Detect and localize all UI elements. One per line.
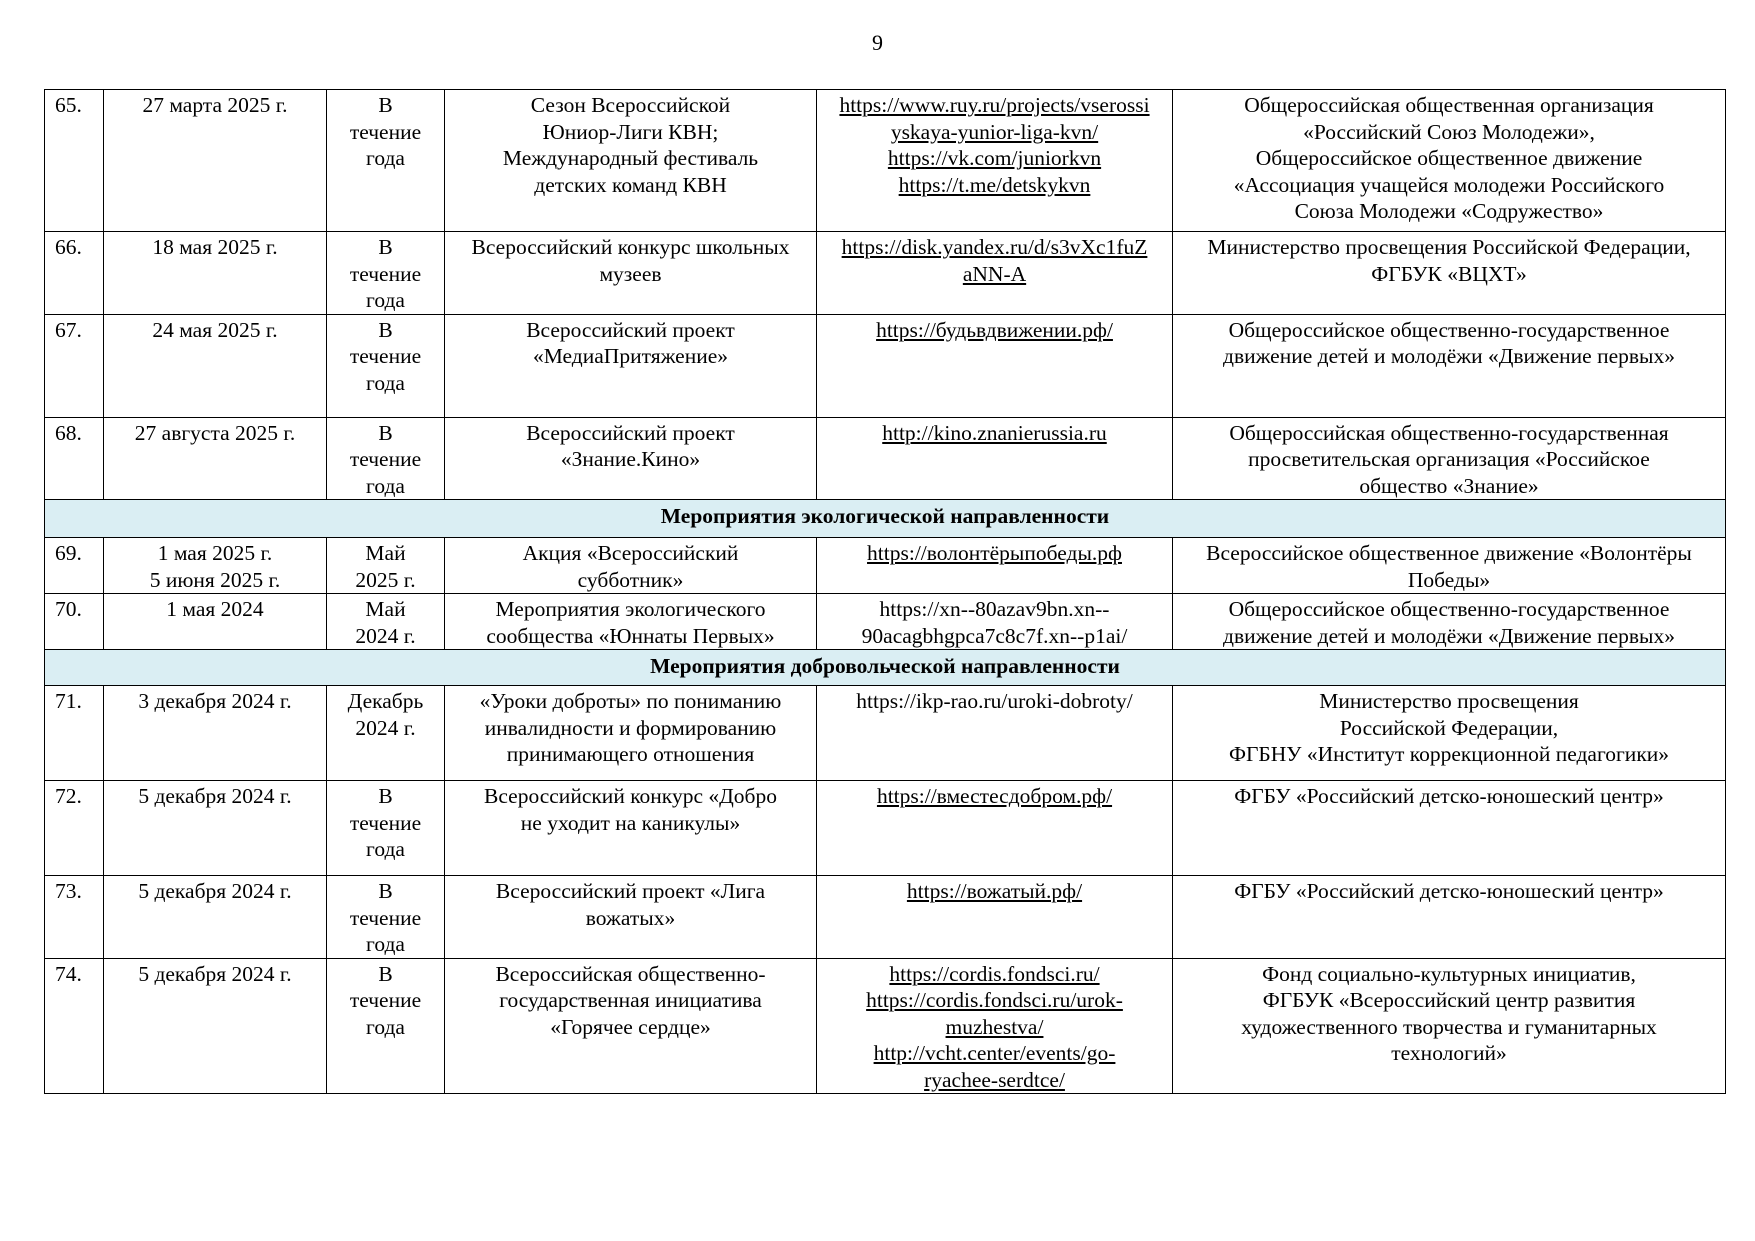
date-line: 5 декабря 2024 г. [138, 784, 292, 808]
event-name-line: «Знание.Кино» [560, 447, 701, 471]
event-name-line: Международный фестиваль [502, 146, 759, 170]
link-cell [817, 876, 1173, 959]
link[interactable]: https://vk.com/juniorkvn [887, 146, 1102, 170]
link-text: https://xn--80azav9bn.xn-- [879, 597, 1110, 621]
table-row [45, 594, 1726, 650]
event-name-cell [445, 958, 817, 1094]
events-table-body [45, 90, 1726, 1094]
organizer-cell [1173, 781, 1726, 876]
link[interactable]: http://vcht.center/events/go- [873, 1041, 1116, 1065]
event-name-line: Сезон Всероссийской [530, 93, 731, 117]
period-cell [327, 538, 445, 594]
event-name-line: Всероссийский конкурс школьных [471, 235, 790, 259]
row-number: 67. [45, 314, 104, 417]
organizer-line: Общероссийское общественное движение [1255, 146, 1643, 170]
organizer-line: ФГБУ «Российский детско-юношеский центр» [1234, 879, 1664, 903]
section-row [45, 650, 1726, 686]
event-name-cell [445, 90, 817, 232]
organizer-cell [1173, 958, 1726, 1094]
link-cell [817, 90, 1173, 232]
events-table [44, 89, 1726, 1094]
event-name-cell [445, 686, 817, 781]
date-line: 24 мая 2025 г. [152, 317, 278, 342]
section-row [45, 500, 1726, 538]
table-row [45, 876, 1726, 959]
event-name-line: «МедиаПритяжение» [532, 344, 729, 368]
period-cell [327, 314, 445, 417]
event-name-line: сообщества «Юннаты Первых» [486, 623, 775, 648]
date-cell [104, 232, 327, 315]
event-name-cell [445, 594, 817, 650]
event-name-line: детских команд КВН [534, 172, 727, 197]
link[interactable]: https://www.ruy.ru/projects/vserossi [839, 93, 1150, 117]
link[interactable]: https://t.me/detskykvn [898, 172, 1091, 197]
period-line: В [378, 93, 393, 117]
period-line: течение [349, 988, 422, 1012]
period-line: года [366, 473, 405, 498]
date-line: 27 марта 2025 г. [142, 93, 288, 117]
organizer-cell [1173, 538, 1726, 594]
organizer-line: движение детей и молодёжи «Движение первых» [1223, 344, 1675, 368]
event-name-line: государственная инициатива [499, 988, 762, 1012]
date-cell [104, 686, 327, 781]
link-cell [817, 538, 1173, 594]
organizer-cell [1173, 876, 1726, 959]
period-cell [327, 958, 445, 1094]
period-line: В [378, 784, 393, 808]
period-line: 2025 г. [355, 567, 416, 592]
period-line: года [366, 288, 405, 312]
organizer-line: ФГБУК «Всероссийский центр развития [1262, 988, 1636, 1012]
period-cell [327, 781, 445, 876]
page-number: 9 [872, 30, 883, 55]
period-line: года [366, 370, 405, 395]
link[interactable]: https://disk.yandex.ru/d/s3vXc1fuZ [841, 235, 1148, 259]
link[interactable]: aNN-A [962, 261, 1027, 286]
link-cell [817, 686, 1173, 781]
section-title: Мероприятия добровольческой направленности [45, 650, 1726, 686]
event-name-cell [445, 232, 817, 315]
date-cell [104, 781, 327, 876]
link[interactable]: https://будьвдвижении.рф/ [876, 317, 1113, 342]
event-name-line: субботник» [577, 567, 684, 592]
period-line: течение [349, 344, 422, 368]
event-name-cell [445, 781, 817, 876]
row-number: 69. [45, 538, 104, 594]
period-line: В [378, 235, 393, 259]
date-line: 18 мая 2025 г. [152, 235, 278, 259]
period-line: В [378, 961, 393, 986]
event-name-line: не уходит на каникулы» [520, 810, 741, 835]
event-name-cell [445, 314, 817, 417]
date-cell [104, 314, 327, 417]
period-line: Май [365, 541, 406, 565]
period-cell [327, 417, 445, 500]
date-cell [104, 90, 327, 232]
organizer-cell [1173, 90, 1726, 232]
period-cell [327, 90, 445, 232]
link[interactable]: https://волонтёрыпобеды.рф [867, 541, 1122, 565]
event-name-line: Всероссийский проект «Лига [495, 879, 766, 903]
organizer-cell [1173, 594, 1726, 650]
event-name-line: Мероприятия экологического [495, 597, 766, 621]
period-line: года [366, 146, 405, 170]
organizer-line: общество «Знание» [1359, 473, 1539, 498]
period-line: В [378, 879, 393, 903]
organizer-line: Фонд социально-культурных инициатив, [1262, 961, 1636, 986]
link-cell [817, 314, 1173, 417]
event-name-line: Всероссийский проект [526, 317, 735, 342]
period-line: Май [365, 597, 406, 621]
organizer-line: Министерство просвещения Российской Федерации, [1207, 235, 1691, 259]
organizer-line: художественного творчества и гуманитарных [1241, 1014, 1657, 1039]
section-title: Мероприятия экологической направленности [45, 500, 1726, 538]
table-row [45, 314, 1726, 417]
organizer-line: «Российский Союз Молодежи», [1303, 119, 1595, 144]
event-name-line: инвалидности и формированию [484, 715, 777, 740]
date-cell [104, 417, 327, 500]
organizer-line: просветительская организация «Российское [1248, 447, 1650, 471]
link[interactable]: yskaya-yunior-liga-kvn/ [890, 119, 1099, 144]
period-line: года [366, 837, 405, 861]
organizer-cell [1173, 314, 1726, 417]
date-line: 27 августа 2025 г. [134, 420, 296, 445]
event-name-line: Юниор-Лиги КВН; [542, 119, 719, 144]
organizer-line: технологий» [1391, 1041, 1507, 1065]
row-number: 66. [45, 232, 104, 315]
date-cell [104, 538, 327, 594]
organizer-cell [1173, 417, 1726, 500]
period-line: 2024 г. [355, 715, 416, 740]
link-text: 90acagbhgpca7c8c7f.xn--p1ai/ [861, 623, 1128, 648]
date-line: 3 декабря 2024 г. [138, 689, 292, 713]
event-name-line: Всероссийская общественно- [495, 961, 766, 986]
date-line: 5 декабря 2024 г. [138, 879, 292, 903]
link[interactable]: ryachee-serdtce/ [924, 1067, 1065, 1092]
period-line: течение [349, 810, 422, 835]
period-cell [327, 686, 445, 781]
date-line: 5 июня 2025 г. [149, 567, 281, 592]
table-row [45, 538, 1726, 594]
event-name-line: вожатых» [585, 905, 676, 930]
event-name-line: Всероссийский проект [526, 420, 735, 445]
period-line: Декабрь [347, 689, 424, 713]
period-line: течение [349, 261, 422, 286]
link-text: https://ikp-rao.ru/uroki-dobroty/ [856, 689, 1133, 713]
event-name-line: музеев [599, 261, 662, 286]
event-name-cell [445, 417, 817, 500]
link-cell [817, 958, 1173, 1094]
event-name-line: Всероссийский конкурс «Добро [484, 784, 777, 808]
period-line: течение [349, 119, 422, 144]
row-number: 74. [45, 958, 104, 1094]
date-cell [104, 876, 327, 959]
event-name-line: «Горячее сердце» [550, 1014, 711, 1039]
link[interactable]: https://вожатый.рф/ [906, 879, 1083, 903]
organizer-line: ФГБНУ «Институт коррекционной педагогики» [1228, 742, 1670, 766]
period-cell [327, 594, 445, 650]
table-row [45, 417, 1726, 500]
link[interactable]: https://cordis.fondsci.ru/urok- [866, 988, 1123, 1012]
period-line: года [366, 932, 405, 956]
table-row [45, 781, 1726, 876]
date-cell [104, 958, 327, 1094]
link-cell [817, 781, 1173, 876]
organizer-line: ФГБУ «Российский детско-юношеский центр» [1234, 784, 1664, 808]
row-number: 68. [45, 417, 104, 500]
organizer-line: Победы» [1407, 567, 1491, 592]
period-line: В [378, 420, 393, 445]
organizer-line: Общероссийское общественно-государственное [1228, 317, 1670, 342]
event-name-cell [445, 538, 817, 594]
event-name-cell [445, 876, 817, 959]
link[interactable]: https://cordis.fondsci.ru/ [889, 961, 1100, 986]
organizer-line: Союза Молодежи «Содружество» [1294, 199, 1604, 223]
link-cell [817, 594, 1173, 650]
row-number: 65. [45, 90, 104, 232]
date-cell [104, 594, 327, 650]
row-number: 73. [45, 876, 104, 959]
link-cell [817, 417, 1173, 500]
period-line: 2024 г. [355, 623, 416, 648]
date-line: 1 мая 2025 г. [157, 541, 273, 565]
organizer-cell [1173, 232, 1726, 315]
period-line: течение [349, 447, 422, 471]
organizer-line: Российской Федерации, [1339, 715, 1559, 740]
period-line: течение [349, 905, 422, 930]
organizer-line: движение детей и молодёжи «Движение первых» [1223, 623, 1675, 648]
link[interactable]: http://kino.znanierussia.ru [882, 420, 1107, 445]
organizer-line: Общероссийская общественно-государственная [1229, 420, 1669, 445]
link[interactable]: muzhestva/ [945, 1014, 1044, 1039]
organizer-line: Министерство просвещения [1319, 689, 1579, 713]
table-row [45, 686, 1726, 781]
organizer-cell [1173, 686, 1726, 781]
period-cell [327, 232, 445, 315]
row-number: 71. [45, 686, 104, 781]
period-line: года [366, 1014, 405, 1039]
organizer-line: Общероссийское общественно-государственное [1228, 597, 1670, 621]
table-row [45, 958, 1726, 1094]
table-row [45, 232, 1726, 315]
row-number: 72. [45, 781, 104, 876]
organizer-line: ФГБУК «ВЦХТ» [1371, 261, 1527, 286]
link[interactable]: https://вместесдобром.рф/ [876, 784, 1113, 808]
event-name-line: Акция «Всероссийский [522, 541, 739, 565]
period-line: В [378, 317, 393, 342]
date-line: 1 мая 2024 [166, 597, 264, 621]
event-name-line: «Уроки доброты» по пониманию [479, 689, 782, 713]
organizer-line: «Ассоциация учащейся молодежи Российского [1233, 172, 1665, 197]
table-row [45, 90, 1726, 232]
organizer-line: Всероссийское общественное движение «Волонтёры [1206, 541, 1692, 565]
row-number: 70. [45, 594, 104, 650]
organizer-line: Общероссийская общественная организация [1244, 93, 1654, 117]
event-name-line: принимающего отношения [506, 742, 755, 766]
period-cell [327, 876, 445, 959]
date-line: 5 декабря 2024 г. [138, 961, 292, 986]
link-cell [817, 232, 1173, 315]
